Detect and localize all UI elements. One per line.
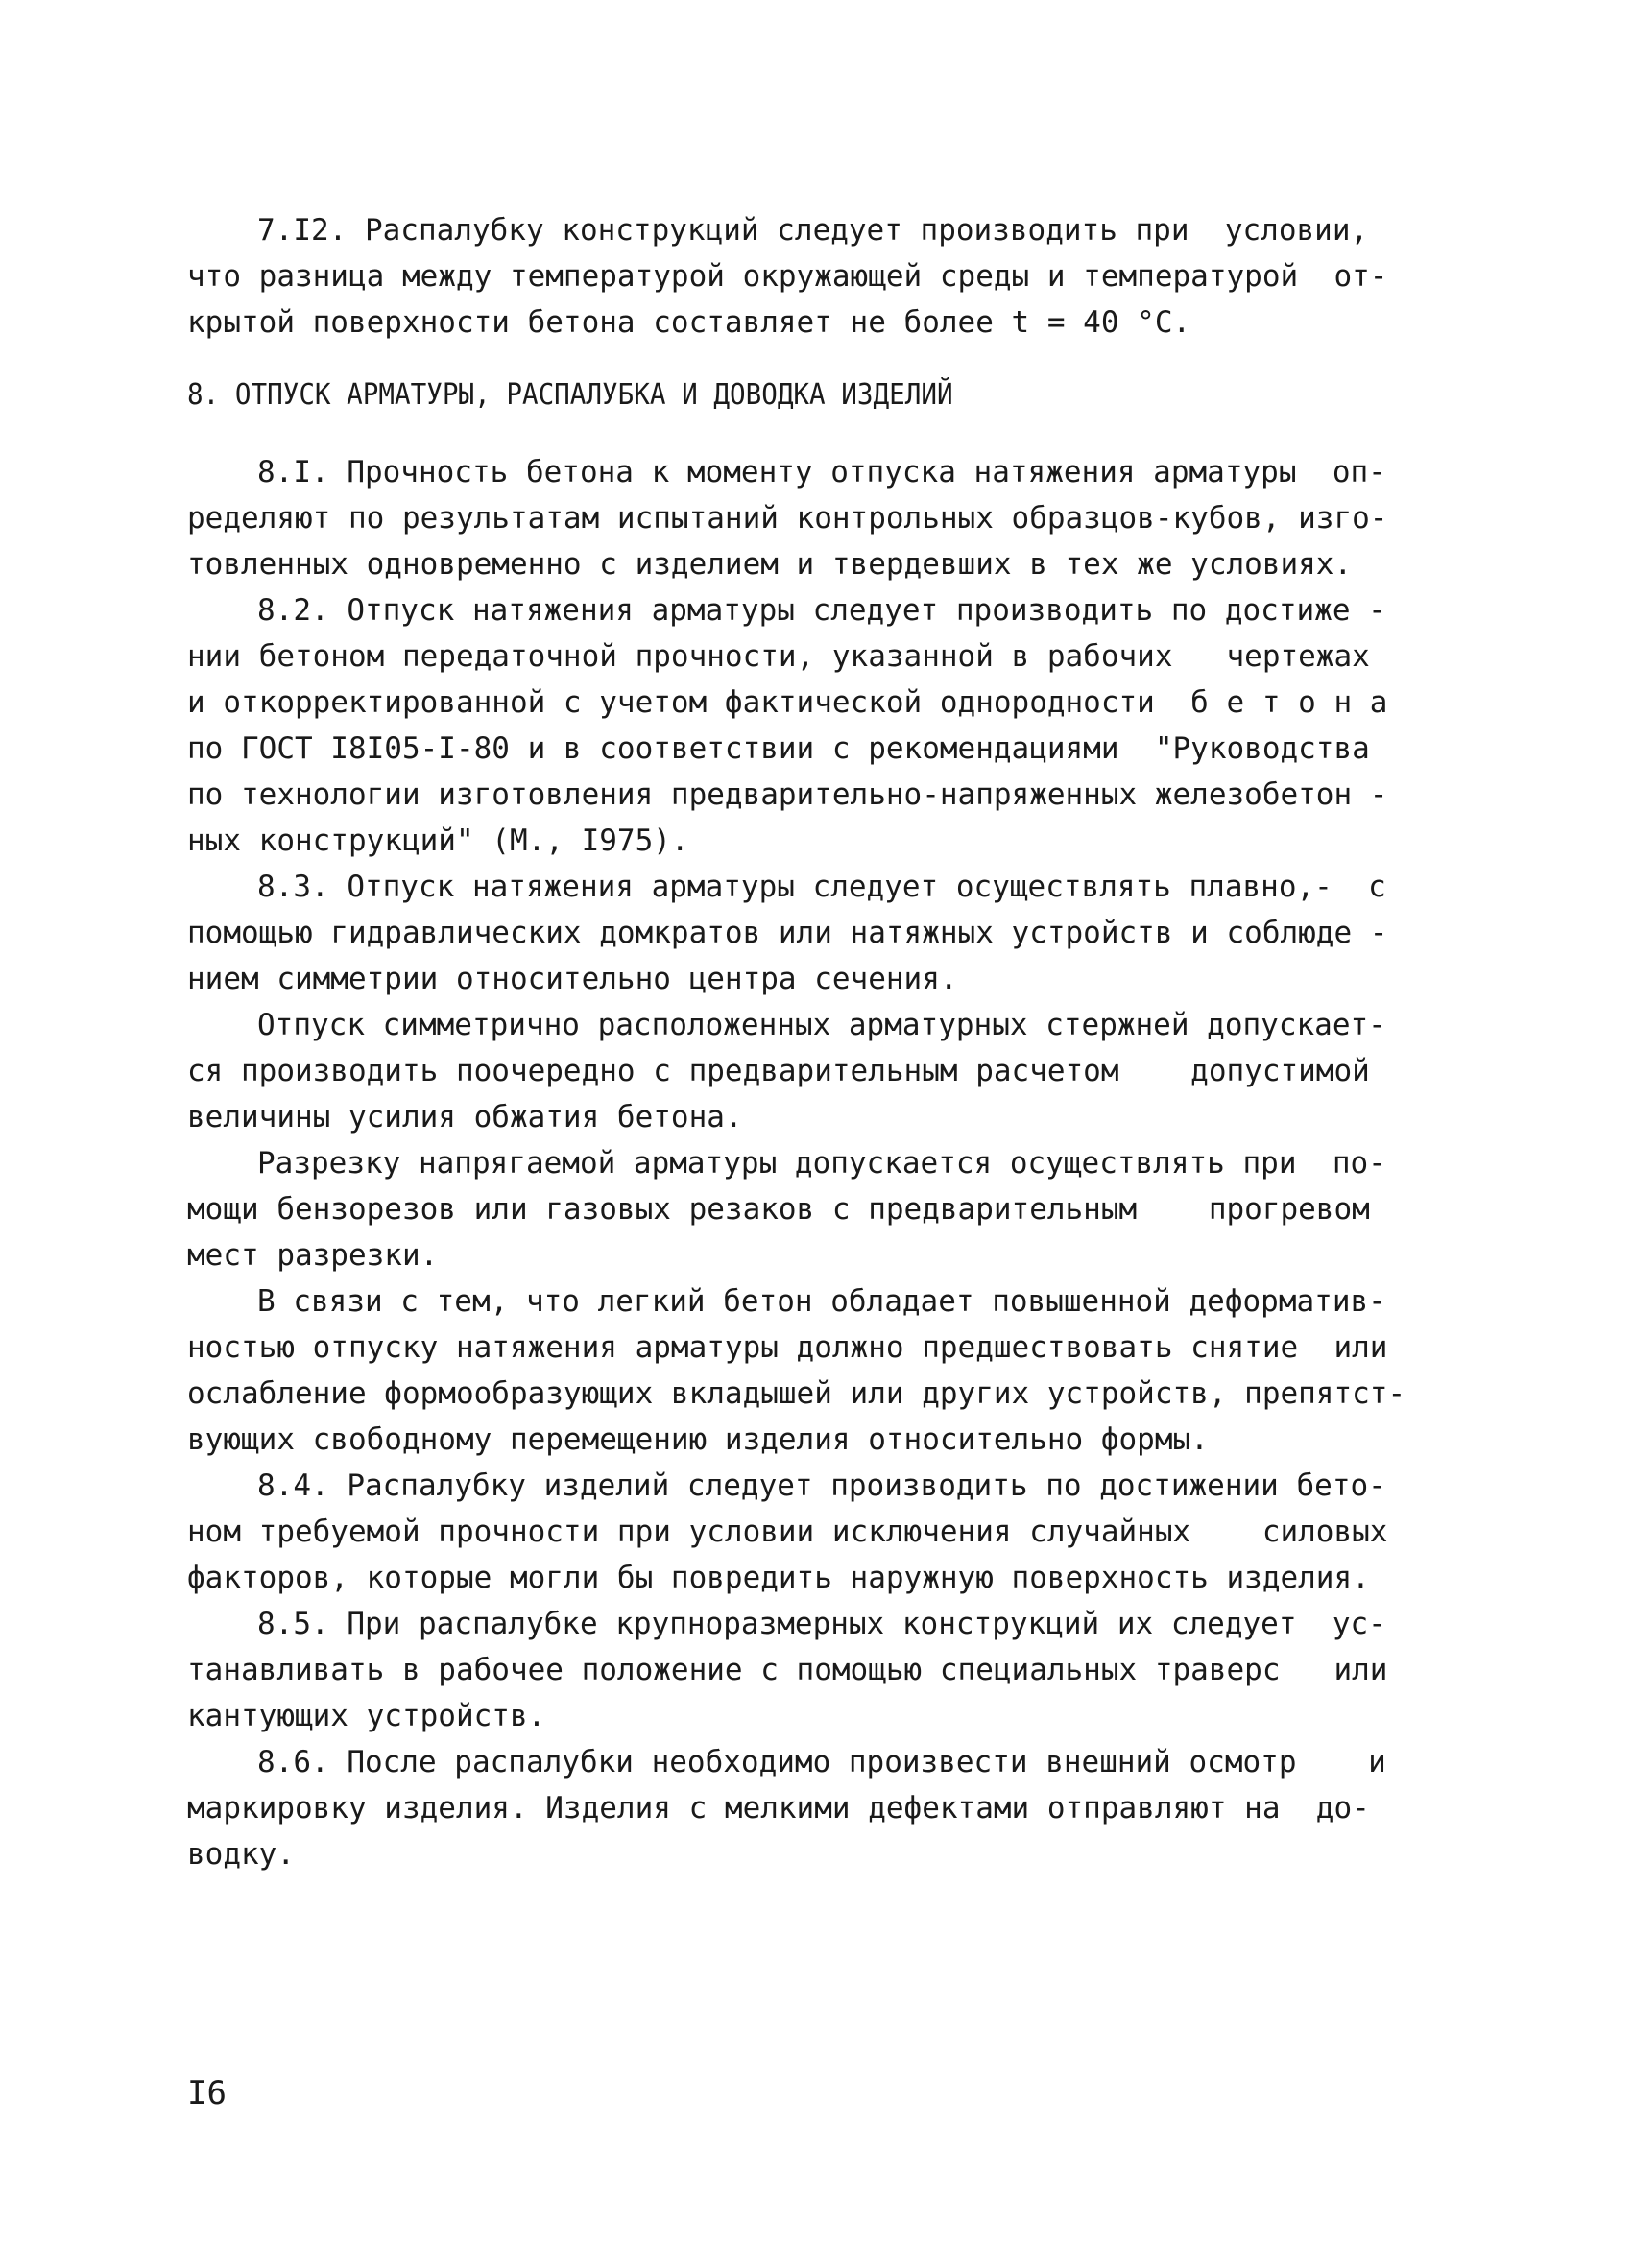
text-line: маркировку изделия. Изделия с мелкими дефектами отправляют на до- xyxy=(187,1791,1370,1826)
text-line: нии бетоном передаточной прочности, указанной в рабочих чертежах xyxy=(187,639,1370,674)
text-line: помощью гидравлических домкратов или натяжных устройств и соблюде - xyxy=(187,916,1388,950)
section-heading: 8. ОТПУСК АРМАТУРЫ, РАСПАЛУБКА И ДОВОДКА ИЗДЕЛИЙ xyxy=(187,378,953,412)
text-line: 7.I2. Распалубку конструкций следует производить при условии, xyxy=(257,213,1369,248)
text-line: мощи бензорезов или газовых резаков с предварительным прогревом xyxy=(187,1192,1370,1227)
text-line: ся производить поочередно с предварительным расчетом допустимой xyxy=(187,1054,1370,1088)
text-line: ном требуемой прочности при условии исключения случайных силовых xyxy=(187,1515,1388,1549)
text-line: 8.6. После распалубки необходимо произвести внешний осмотр и xyxy=(257,1745,1386,1779)
text-line: водку. xyxy=(187,1837,295,1872)
text-line: факторов, которые могли бы повредить наружную поверхность изделия. xyxy=(187,1561,1370,1595)
text-line: нием симметрии относительно центра сечения. xyxy=(187,962,958,996)
text-line: товленных одновременно с изделием и твердевших в тех же условиях. xyxy=(187,547,1353,582)
text-line: 8.5. При распалубке крупноразмерных конструкций их следует ус- xyxy=(257,1607,1386,1641)
text-line: 8.4. Распалубку изделий следует производить по достижении бето- xyxy=(257,1468,1386,1503)
text-line: величины усилия обжатия бетона. xyxy=(187,1100,743,1134)
text-line: Разрезку напрягаемой арматуры допускается осуществлять при по- xyxy=(257,1146,1386,1181)
text-line: вующих свободному перемещению изделия относительно формы. xyxy=(187,1422,1209,1457)
text-line: танавливать в рабочее положение с помощью специальных траверс или xyxy=(187,1653,1388,1687)
text-line: кантующих устройств. xyxy=(187,1699,546,1733)
text-line: Отпуск симметрично расположенных арматурных стержней допускает- xyxy=(257,1008,1386,1042)
text-line: мест разрезки. xyxy=(187,1238,439,1273)
text-line: ностью отпуску натяжения арматуры должно предшествовать снятие или xyxy=(187,1330,1388,1365)
text-line: В связи с тем, что легкий бетон обладает повышенной деформатив- xyxy=(257,1284,1386,1319)
text-line: 8.I. Прочность бетона к моменту отпуска натяжения арматуры оп- xyxy=(257,455,1386,489)
text-line: крытой поверхности бетона составляет не более t = 40 °С. xyxy=(187,305,1191,340)
text-line: ределяют по результатам испытаний контрольных образцов-кубов, изго- xyxy=(187,501,1388,536)
text-line: по технологии изготовления предварительно-напряженных железобетон - xyxy=(187,777,1388,812)
text-line: ослабление формообразующих вкладышей или других устройств, препятст- xyxy=(187,1376,1406,1411)
page-number: I6 xyxy=(187,2074,227,2113)
text-line: 8.3. Отпуск натяжения арматуры следует осуществлять плавно,- с xyxy=(257,870,1386,904)
text-line: что разница между температурой окружающей среды и температурой от- xyxy=(187,259,1388,294)
text-line: ных конструкций" (М., I975). xyxy=(187,824,689,858)
text-line: по ГОСТ I8I05-I-80 и в соответствии с рекомендациями "Руководства xyxy=(187,731,1370,766)
text-line: 8.2. Отпуск натяжения арматуры следует производить по достиже - xyxy=(257,593,1386,628)
text-line: и откорректированной с учетом фактической однородности б е т о н а xyxy=(187,685,1388,720)
